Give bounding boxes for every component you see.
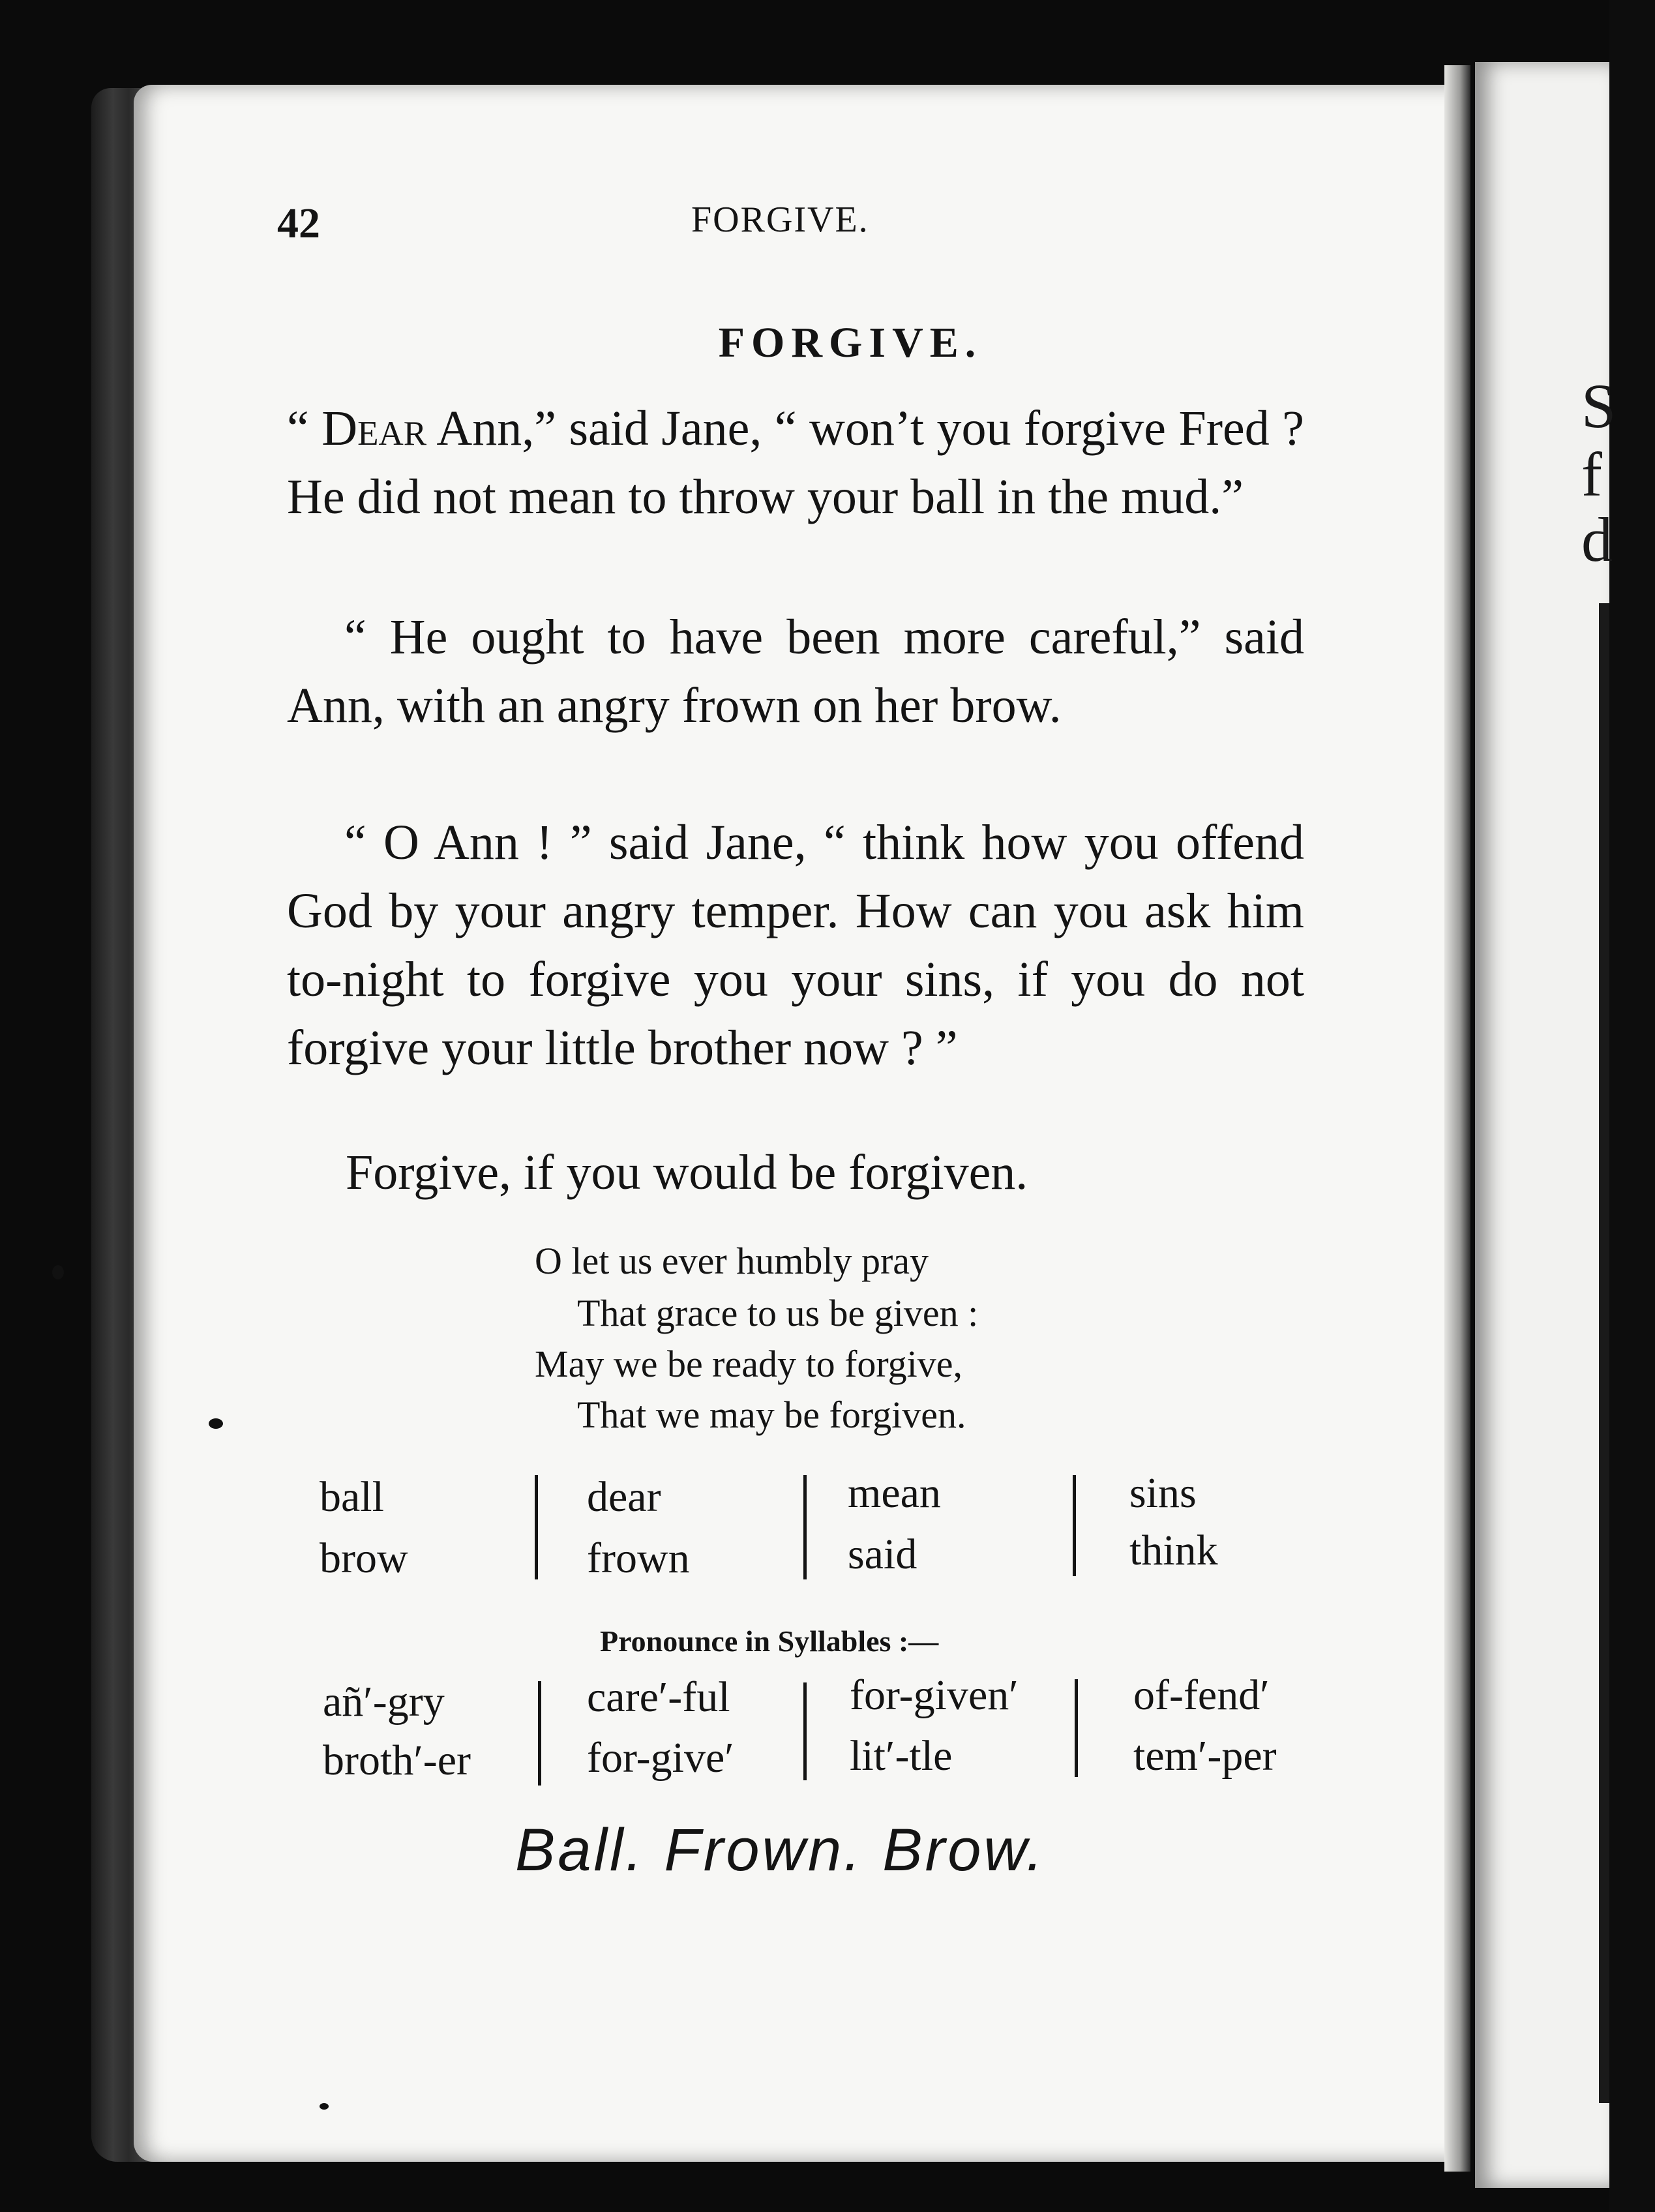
column-divider [1073, 1475, 1076, 1576]
verse-line: That grace to us be given : [577, 1292, 979, 1334]
facing-page-fragment: d [1581, 505, 1613, 575]
scan-speck [320, 2103, 329, 2110]
scan-speck [52, 1265, 64, 1279]
open-quote: “ [287, 401, 322, 456]
syllable-word: care′-ful [587, 1673, 730, 1721]
story-paragraph: “ He ought to have been more careful,” said Ann, with an angry frown on her brow. [287, 610, 1304, 733]
facing-page-fragment: S [1581, 371, 1617, 441]
spelling-word: ball [320, 1473, 384, 1521]
verse-line: O let us ever humbly pray [535, 1240, 929, 1282]
spelling-word: mean [848, 1469, 941, 1517]
syllable-word: for-given′ [850, 1671, 1019, 1719]
syllable-word: broth′-er [323, 1737, 471, 1784]
spelling-word: frown [587, 1534, 690, 1582]
syllable-word: for-give′ [587, 1734, 734, 1782]
scan-speck [209, 1418, 223, 1429]
syllable-word: tem′-per [1133, 1732, 1277, 1780]
spelling-word: think [1129, 1527, 1218, 1574]
column-divider [1075, 1679, 1078, 1777]
column-divider [803, 1475, 807, 1579]
syllable-word: of-fend′ [1133, 1671, 1270, 1719]
spelling-word: dear [587, 1473, 661, 1521]
column-divider [535, 1475, 538, 1579]
syllable-word: lit′-tle [850, 1732, 953, 1780]
drop-word: Dear [321, 401, 427, 456]
page-number: 42 [277, 200, 320, 247]
verse-line: May we be ready to forgive, [535, 1343, 963, 1385]
verse-line: That we may be forgiven. [577, 1394, 966, 1436]
syllables-heading: Pronounce in Syllables :— [600, 1624, 939, 1658]
running-head: FORGIVE. [691, 200, 869, 240]
spelling-word: sins [1129, 1469, 1197, 1517]
moral-line: Forgive, if you would be forgiven. [346, 1145, 1028, 1200]
story-paragraph [287, 395, 1304, 531]
book-gutter [1444, 65, 1470, 2172]
lesson-title: FORGIVE. [718, 319, 983, 366]
column-divider [803, 1682, 807, 1780]
paragraph-text: Ann,” said Jane, “ won’t you forgive Fred ? He did not mean to throw your ball in the mud.” [287, 401, 1304, 524]
spelling-word: brow [320, 1534, 408, 1582]
syllable-word: añ′-gry [323, 1678, 445, 1726]
story-paragraph: “ O Ann ! ” said Jane, “ think how you offend God by your angry temper. How can you ask him to-night to forgive you your sins, if you do not forgive your little brother now ? ” [287, 815, 1304, 1075]
facing-page-border [1599, 603, 1609, 2103]
column-divider [538, 1681, 541, 1786]
spelling-word: said [848, 1531, 917, 1578]
script-writing-line: Ball. Frown. Brow. [515, 1817, 1046, 1883]
facing-page-fragment: f [1581, 440, 1602, 509]
